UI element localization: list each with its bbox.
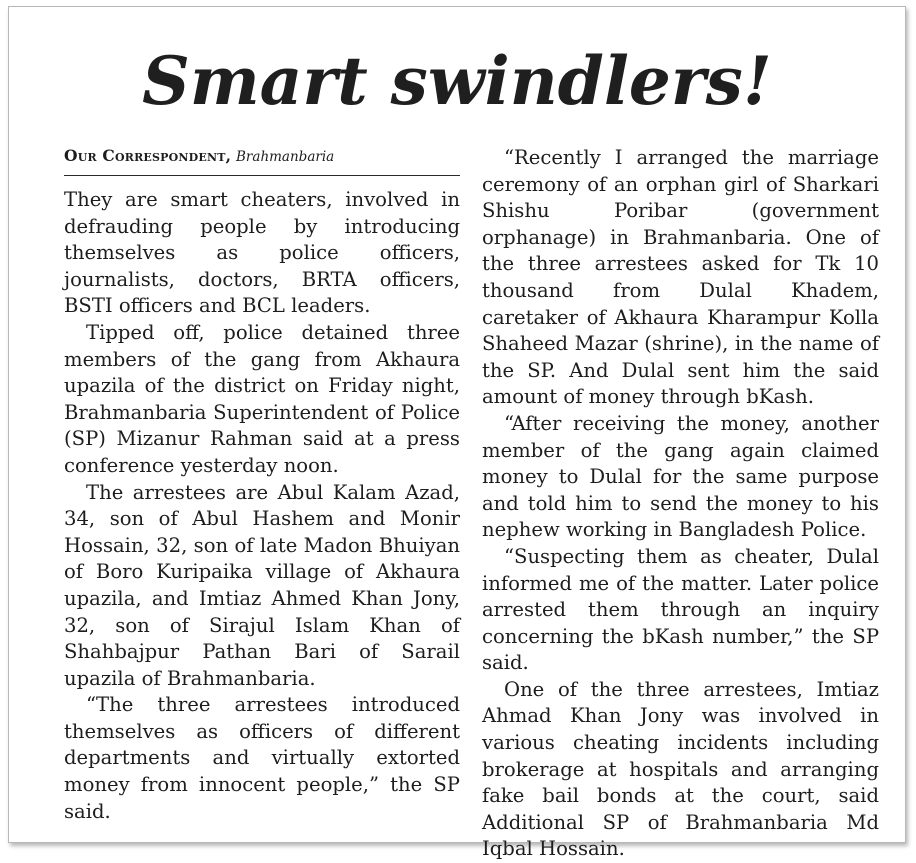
paragraph: “Suspecting them as cheater, Dulal informed me of the matter. Later police arrested them through an inquiry concerning the bKash number,” the SP said. xyxy=(482,544,879,675)
paragraph: “The three arrestees introduced themselves as officers of different departments and virtually extorted money from innocent people,” the SP said. xyxy=(64,693,460,823)
left-column xyxy=(64,145,460,825)
headline: Smart swindlers! xyxy=(142,42,772,120)
paragraph: The arrestees are Abul Kalam Azad, 34, son of Abul Hashem and Monir Hossain, 32, son of late Madon Bhuiyan of Boro Kuripaika village of Akhaura upazila, and Imtiaz Ahmed Khan Jony, 32, son of Sirajul Islam Khan of Shahbajpur Pathan Bari of Sarail upazila of Brahmanbaria. xyxy=(64,480,460,690)
right-column xyxy=(482,145,879,863)
newspaper-clipping xyxy=(8,6,906,861)
paragraph: Tipped off, police detained three members of the gang from Akhaura upazila of the district on Friday night, Brahmanbaria Superintendent of Police (SP) Mizanur Rahman said at a press conference yesterday noon. xyxy=(64,320,460,477)
byline-location: Brahmanbaria xyxy=(236,149,335,165)
paragraph: “Recently I arranged the marriage ceremony of an orphan girl of Sharkari Shishu Poribar (government orphanage) in Brahmanbaria. One of the three arrestees asked for Tk 10 thousand from Dulal Khadem, caretaker of Akhaura Kharampur Kolla Shaheed Mazar (shrine), in the name of the SP. And Dulal sent him the said amount of money through bKash. xyxy=(482,146,879,409)
byline xyxy=(64,145,460,176)
paragraph: “After receiving the money, another member of the gang again claimed money to Dulal for the same purpose and told him to send the money to his nephew working in Bangladesh Police. xyxy=(482,411,879,542)
paragraph: One of the three arrestees, Imtiaz Ahmad Khan Jony was involved in various cheating incidents including brokerage at hospitals and arranging fake bail bonds at the court, said Additional SP of Brahmanbaria Md Iqbal Hossain. xyxy=(482,677,879,861)
paragraph: They are smart cheaters, involved in defrauding people by introducing themselves as police officers, journalists, doctors, BRTA officers, BSTI officers and BCL leaders. xyxy=(64,188,460,318)
byline-correspondent: Our Correspondent, xyxy=(64,146,232,165)
